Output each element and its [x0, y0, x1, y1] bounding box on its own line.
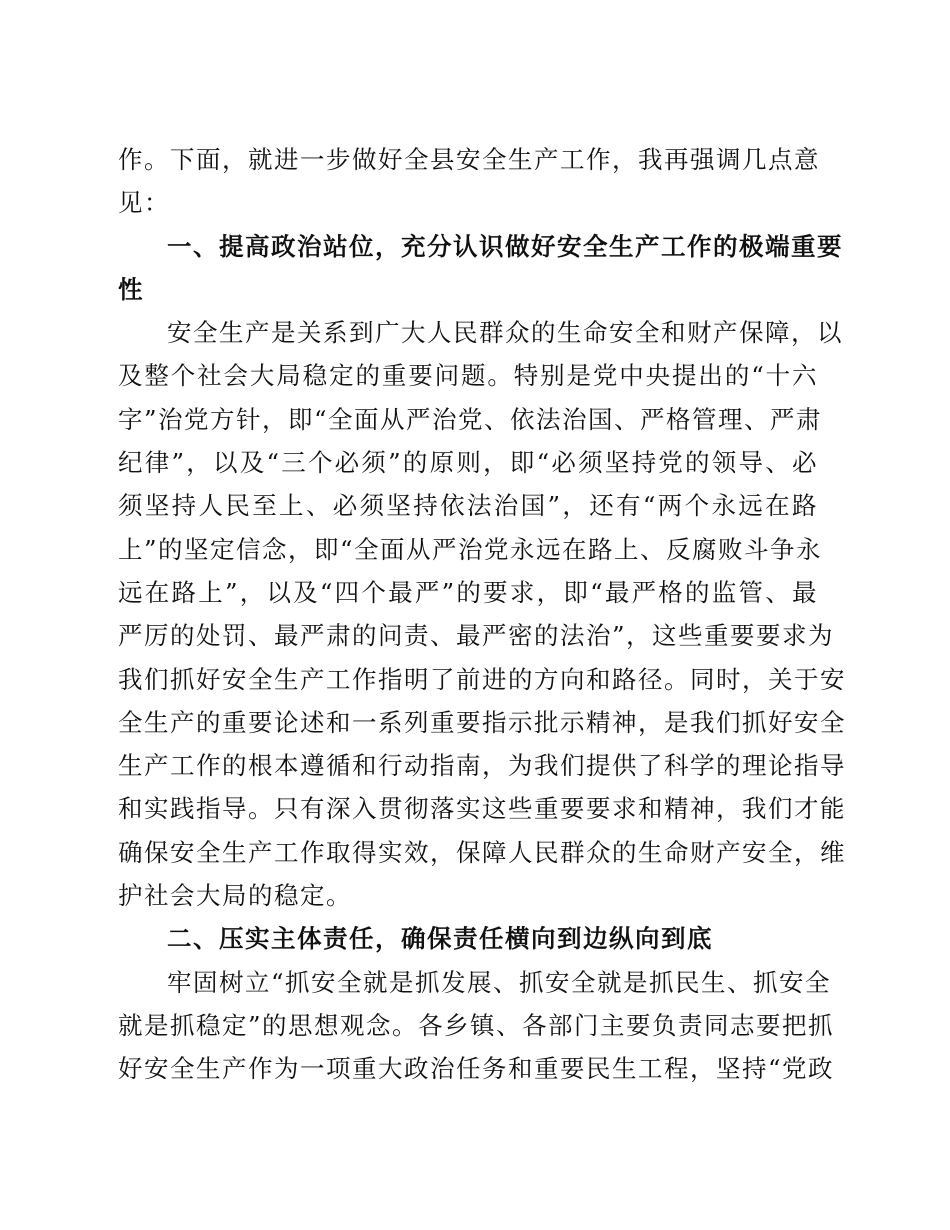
section-1-heading [118, 225, 843, 312]
intro-paragraph [118, 138, 818, 225]
text-line: 牢固树立“抓安全就是抓发展、抓安全就是抓民生、抓安全 [167, 967, 832, 997]
text-line: 全生产的重要论述和一系列重要指示批示精神，是我们抓好安全 [118, 707, 846, 737]
text-line: 字”治党方针，即“全面从严治党、依法治国、严格管理、严肃 [118, 404, 823, 434]
text-line: 须坚持人民至上、必须坚持依法治国”，还有“两个永远在路 [118, 491, 818, 521]
section-2-heading [118, 917, 818, 960]
text-line: 严厉的处罚、最严肃的问责、最严密的法治”，这些重要要求为 [118, 621, 835, 651]
text-line: 和实践指导。只有深入贯彻落实这些重要要求和精神，我们才能 [118, 794, 846, 824]
text-line: 安全生产是关系到广大人民群众的生命安全和财产保障，以 [167, 318, 843, 348]
section-2-paragraph [118, 961, 835, 1091]
text-line: 我们抓好安全生产工作指明了前进的方向和路径。同时，关于安 [118, 664, 846, 694]
heading-line: 二、压实主体责任，确保责任横向到边纵向到底 [167, 924, 713, 954]
text-line: 就是抓稳定”的思想观念。各乡镇、各部门主要负责同志要把抓 [118, 1010, 835, 1040]
text-line: 上”的坚定信念，即“全面从严治党永远在路上、反腐败斗争永 [118, 534, 823, 564]
text-line: 生产工作的根本遵循和行动指南，为我们提供了科学的理论指导 [118, 751, 846, 781]
document-page [118, 138, 846, 1091]
heading-line: 一、提高政治站位，充分认识做好安全生产工作的极端重要 [167, 231, 843, 261]
text-line: 及整个社会大局稳定的重要问题。特别是党中央提出的“十六 [118, 361, 818, 391]
text-line: 纪律”，以及“三个必须”的原则，即“必须坚持党的领导、必 [118, 448, 818, 478]
text-line: 护社会大局的稳定。 [118, 881, 352, 911]
section-1-paragraph [118, 311, 846, 917]
text-line: 远在路上”，以及“四个最严”的要求，即“最严格的监管、最 [118, 577, 818, 607]
heading-line: 性 [118, 274, 144, 304]
text-line: 见： [118, 188, 170, 218]
text-line: 好安全生产作为一项重大政治任务和重要民生工程，坚持“党政 [118, 1054, 835, 1084]
text-line: 作。下面，就进一步做好全县安全生产工作，我再强调几点意 [118, 145, 820, 174]
text-line: 确保安全生产工作取得实效，保障人民群众的生命财产安全，维 [118, 837, 846, 867]
